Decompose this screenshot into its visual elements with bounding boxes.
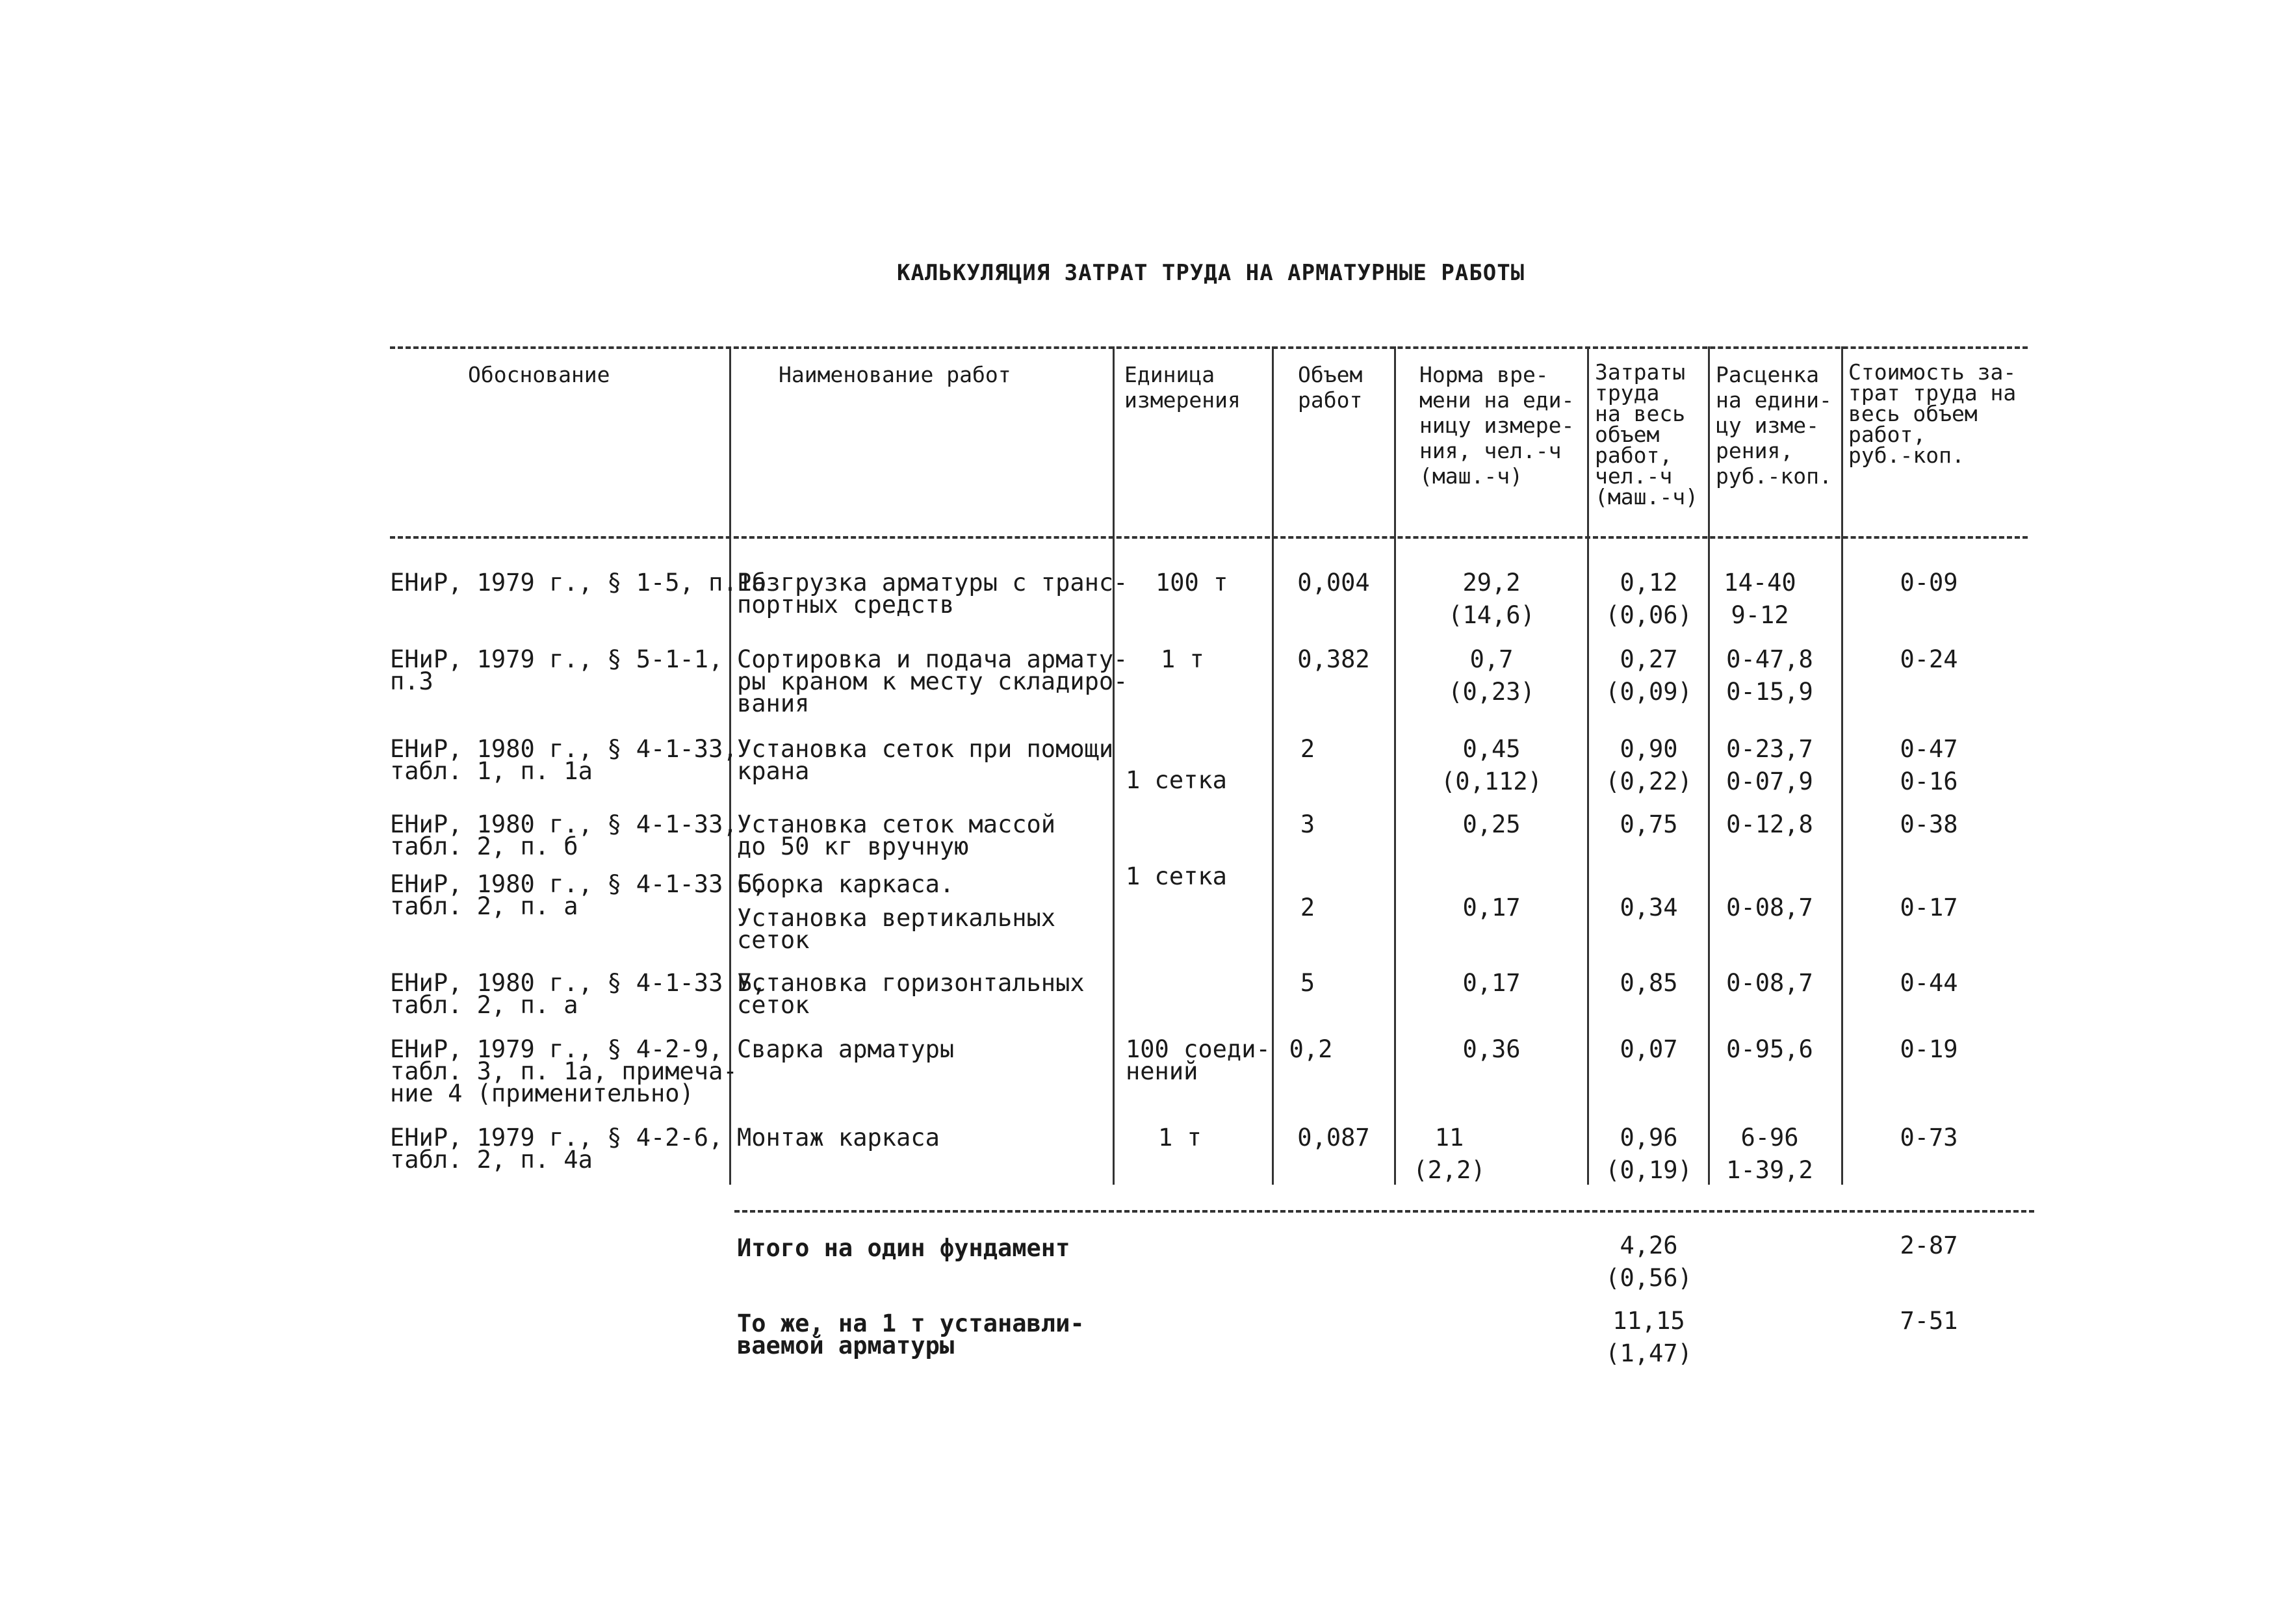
- row-rate: 0-08,7: [1726, 894, 1813, 922]
- row-work: Сварка арматуры: [737, 1035, 955, 1063]
- row-work: Монтаж каркаса: [737, 1124, 940, 1152]
- column-divider: [1272, 346, 1274, 1185]
- row-basis: ЕНиР, 1980 г., § 4-1-33 Б, табл. 2, п. а: [390, 870, 767, 920]
- total-labor: 11,15 (1,47): [1605, 1307, 1692, 1367]
- row-basis: ЕНиР, 1979 г., § 1-5, п.1б: [390, 569, 767, 597]
- row-volume: 5: [1300, 969, 1315, 997]
- header-work-name: Наименование работ: [779, 362, 1011, 387]
- page-title: КАЛЬКУЛЯЦИЯ ЗАТРАТ ТРУДА НА АРМАТУРНЫЕ РАБОТЫ: [897, 260, 1525, 286]
- row-unit: 100 соеди- нений: [1126, 1035, 1271, 1085]
- row-norm: 0,36: [1462, 1035, 1521, 1063]
- row-basis: ЕНиР, 1979 г., § 4-2-6, табл. 2, п. 4а: [390, 1124, 723, 1174]
- row-norm: 11 (2,2): [1413, 1124, 1486, 1184]
- row-work: Сортировка и подача армату- ры краном к месту складиро- вания: [737, 645, 1128, 717]
- table-top-rule: [390, 346, 2028, 349]
- row-unit: 1 т: [1158, 1124, 1202, 1152]
- header-volume: Объем работ: [1298, 362, 1363, 413]
- total-cost: 2-87: [1900, 1231, 1958, 1259]
- row-labor: 0,34: [1620, 894, 1678, 922]
- row-unit: 100 т: [1156, 569, 1228, 597]
- total-labor: 4,26 (0,56): [1605, 1231, 1692, 1292]
- row-rate: 0-95,6: [1726, 1035, 1813, 1063]
- row-cost: 0-38: [1900, 810, 1958, 838]
- row-cost: 0-17: [1900, 894, 1958, 922]
- row-cost: 0-73: [1900, 1124, 1958, 1152]
- header-unit: Единица измерения: [1124, 362, 1241, 413]
- row-volume: 0,087: [1297, 1124, 1370, 1152]
- row-work: Установка сеток при помощи крана: [737, 735, 1114, 785]
- header-time-norm: Норма вре- мени на еди- ницу измере- ния, чел.-ч (маш.-ч): [1419, 362, 1575, 489]
- row-rate: 0-12,8: [1726, 810, 1813, 838]
- row-labor: 0,85: [1620, 969, 1678, 997]
- column-divider: [1587, 346, 1589, 1185]
- row-basis: ЕНиР, 1980 г., § 4-1-33, табл. 1, п. 1а: [390, 735, 738, 785]
- total-cost: 7-51: [1900, 1307, 1958, 1335]
- row-labor: 0,96 (0,19): [1605, 1124, 1692, 1184]
- row-labor: 0,27 (0,09): [1605, 645, 1692, 706]
- row-volume: 2: [1300, 735, 1315, 763]
- row-basis: ЕНиР, 1980 г., § 4-1-33, табл. 2, п. б: [390, 810, 738, 860]
- row-volume: 3: [1300, 810, 1315, 838]
- row-volume: 2: [1300, 894, 1315, 922]
- header-basis: Обоснование: [468, 362, 610, 387]
- row-volume: 0,2: [1289, 1035, 1333, 1063]
- row-volume: 0,004: [1297, 569, 1370, 597]
- row-norm: 0,17: [1462, 894, 1521, 922]
- row-work: Установка горизонтальных сеток: [737, 969, 1085, 1019]
- row-norm: 0,7 (0,23): [1448, 645, 1535, 706]
- row-basis: ЕНиР, 1979 г., § 5-1-1, п.3: [390, 645, 723, 695]
- column-divider: [1841, 346, 1843, 1185]
- row-rate: 0-23,7 0-07,9: [1726, 735, 1813, 795]
- merged-unit-1: 1 сетка: [1126, 766, 1227, 794]
- row-cost: 0-47 0-16: [1900, 735, 1958, 795]
- row-rate: 0-08,7: [1726, 969, 1813, 997]
- row-cost: 0-44: [1900, 969, 1958, 997]
- row-cost: 0-24: [1900, 645, 1958, 673]
- merged-unit-2: 1 сетка: [1126, 862, 1227, 890]
- total-label: То же, на 1 т устанавли- ваемой арматуры: [737, 1309, 1085, 1360]
- header-labor-total: Затраты труда на весь объем работ, чел.-ч (маш.-ч): [1595, 359, 1698, 509]
- row-rate: 14-40 9-12: [1724, 569, 1796, 629]
- row-basis: ЕНиР, 1980 г., § 4-1-33 Б, табл. 2, п. а: [390, 969, 767, 1019]
- row-rate: 0-47,8 0-15,9: [1726, 645, 1813, 706]
- row-labor: 0,90 (0,22): [1605, 735, 1692, 795]
- row-norm: 0,45 (0,112): [1441, 735, 1542, 795]
- row-cost: 0-19: [1900, 1035, 1958, 1063]
- row-labor: 0,12 (0,06): [1605, 569, 1692, 629]
- totals-rule: [734, 1210, 2034, 1213]
- total-label: Итого на один фундамент: [737, 1234, 1070, 1262]
- row-cost: 0-09: [1900, 569, 1958, 597]
- row-labor: 0,07: [1620, 1035, 1678, 1063]
- header-rate: Расценка на едини- цу изме- рения, руб.-коп.: [1716, 362, 1832, 489]
- row-volume: 0,382: [1297, 645, 1370, 673]
- row-rate: 6-96 1-39,2: [1726, 1124, 1813, 1184]
- row-unit: 1 т: [1161, 645, 1204, 673]
- row-norm: 29,2 (14,6): [1448, 569, 1535, 629]
- row-norm: 0,25: [1462, 810, 1521, 838]
- column-divider: [1394, 346, 1396, 1185]
- row-work: Установка сеток массой до 50 кг вручную: [737, 810, 1056, 860]
- row-labor: 0,75: [1620, 810, 1678, 838]
- row-work: Разгрузка арматуры с транс- портных средств: [737, 569, 1128, 619]
- row-work: Сборка каркаса.: [737, 870, 955, 898]
- column-divider: [1708, 346, 1710, 1185]
- row-basis: ЕНиР, 1979 г., § 4-2-9, табл. 3, п. 1а, примеча- ние 4 (применительно): [390, 1035, 738, 1107]
- header-cost: Стоимость за- трат труда на весь объем работ, руб.-коп.: [1848, 359, 2017, 468]
- header-bottom-rule: [390, 536, 2028, 539]
- row-norm: 0,17: [1462, 969, 1521, 997]
- row-work-continued: Установка вертикальных сеток: [737, 904, 1056, 954]
